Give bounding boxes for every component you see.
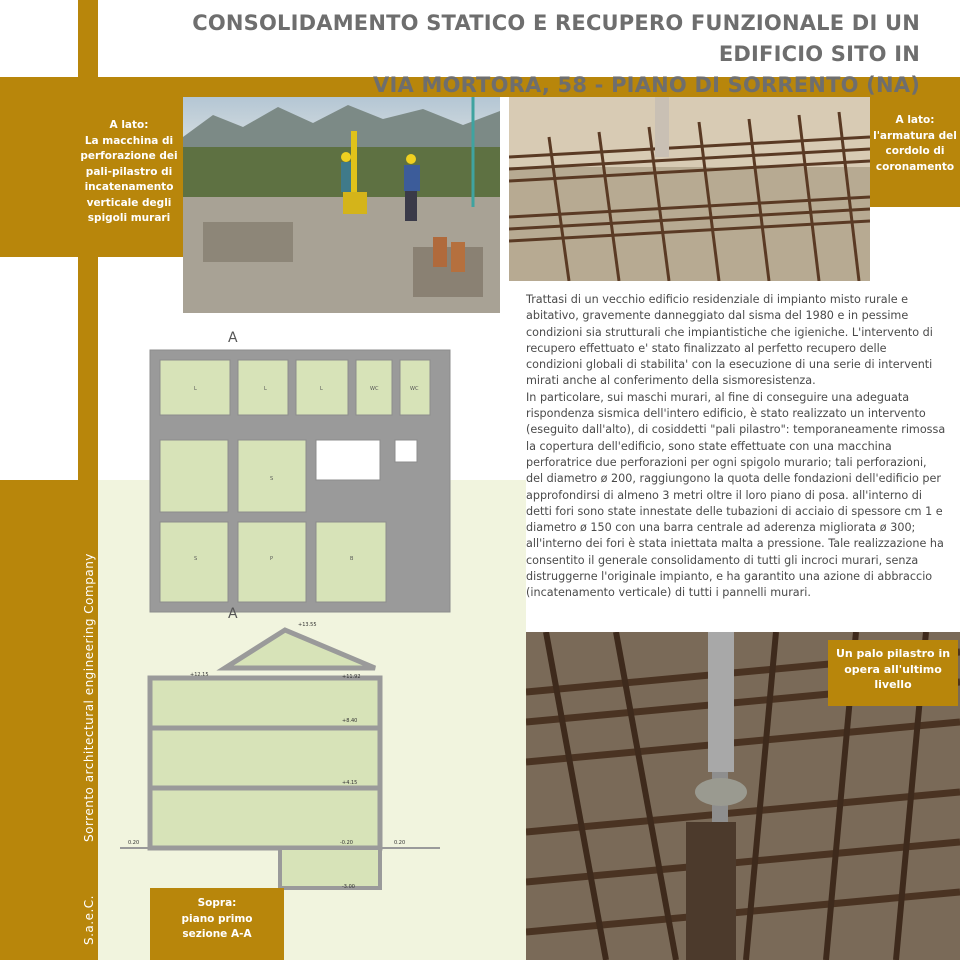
elevation-label: -0.20	[340, 840, 353, 846]
room-label: L	[264, 386, 267, 392]
title-line-1: CONSOLIDAMENTO STATICO E RECUPERO FUNZIONALE DI UN EDIFICIO SITO IN	[192, 11, 920, 66]
photo-rebar-cordolo	[509, 97, 870, 281]
elevation-label: +12.15	[190, 672, 209, 678]
caption-rebar: A lato: l'armatura del cordolo di coronamento	[873, 114, 957, 173]
photo-drilling-site	[183, 97, 500, 313]
section-a-a	[120, 618, 440, 898]
room-label: L	[320, 386, 323, 392]
caption-plan: Sopra: piano primo sezione A-A	[150, 888, 284, 960]
company-abbrev-vertical: S.a.e.C.	[82, 895, 96, 945]
elevation-label: +4.15	[342, 780, 358, 786]
description-paragraph-2: In particolare, sui maschi murari, al fine di conseguire una adeguata rispondenza sismica dell'intero edificio, è stato realizzato un intervento (eseguito dall'alto), di cosiddetti "pali pilastro": temporaneamente rimossa la copertura dell'edificio, sono state effettuate con una macchina perforatrice due perforazioni per ogni spigolo murario; tali perforazioni, del diametro ø 200, raggiungono la quota delle fondazioni dell'edificio per approfondirsi di almeno 3 metri oltre il loro piano di posa. all'interno di detti fori sono state innestate delle tubazioni di acciaio di spessore cm 1 e diametro ø 150 con una barra centrale ad aderenza migliorata ø 300; all'interno dei fori è stata iniettata malta a pressione. Tale realizzazione ha consentito il generale consolidamento di tutti gli incroci murari, senza distruggerne l'originale impianto, e ha garantito una azione di abbraccio (incatenamento verticale) di tutti i pannelli murari.	[526, 390, 946, 600]
company-name-vertical: Sorrento architectural engineering Company	[82, 553, 96, 842]
room-label: S	[270, 476, 274, 482]
caption-drilling: A lato: La macchina di perforazione dei pali-pilastro di incatenamento verticale degli spigoli murari	[80, 119, 178, 224]
floor-plan	[110, 320, 530, 620]
elevation-label: +8.40	[342, 718, 358, 724]
section-marker-top: A	[228, 330, 238, 346]
room-label: P	[270, 556, 274, 562]
title-line-2: VIA MORTORA, 58 - PIANO DI SORRENTO (NA)	[373, 73, 920, 97]
room-label: S	[194, 556, 198, 562]
page-title	[100, 8, 920, 101]
room-label: B	[350, 556, 354, 562]
room-label: L	[194, 386, 197, 392]
elevation-label: +13.55	[298, 622, 317, 628]
caption-pile: Un palo pilastro in opera all'ultimo livello	[828, 640, 958, 706]
elevation-label: 0.20	[394, 840, 406, 846]
section-marker-bottom: A	[228, 606, 238, 620]
elevation-label: -3.00	[342, 884, 355, 890]
description-paragraph-1: Trattasi di un vecchio edificio residenziale di impianto misto rurale e abitativo, gravemente danneggiato dal sisma del 1980 e in pessime condizioni sia strutturali che impiantistiche che igieniche. L'intervento di recupero effettuato e' stato finalizzato al perfetto recupero delle condizioni globali di stabilita' con la esecuzione di una serie di interventi mirati anche al conferimento della sismoresistenza.	[526, 293, 933, 388]
room-label: WC	[410, 386, 419, 392]
project-description	[526, 292, 946, 602]
room-label: WC	[370, 386, 379, 392]
elevation-label: 0.20	[128, 840, 140, 846]
elevation-label: +11.92	[342, 674, 361, 680]
